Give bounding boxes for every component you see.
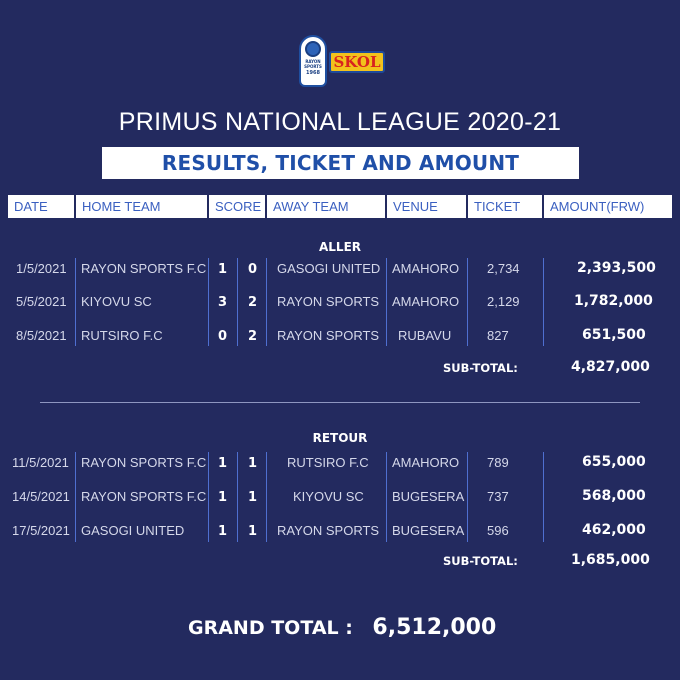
football-icon (305, 41, 321, 57)
sponsor-logos (299, 35, 385, 87)
cell-venue: BUGESERA (392, 523, 465, 538)
cell-amount: 1,782,000 (574, 293, 653, 309)
subtotal-label: SUB-TOTAL: (443, 361, 518, 375)
cell-amount: 2,393,500 (577, 260, 656, 276)
column-divider (75, 452, 76, 542)
section-divider (40, 402, 640, 403)
column-divider (237, 452, 238, 542)
cell-date: 11/5/2021 (12, 455, 69, 470)
column-divider (386, 258, 387, 346)
page-title: PRIMUS NATIONAL LEAGUE 2020-21 (118, 108, 562, 136)
cell-date: 1/5/2021 (16, 261, 67, 276)
column-divider (467, 452, 468, 542)
cell-date: 14/5/2021 (12, 489, 70, 504)
cell-away-team: RUTSIRO F.C (287, 455, 369, 470)
header-ticket: TICKET (468, 195, 542, 218)
cell-away-team: RAYON SPORTS (277, 523, 380, 538)
column-divider (75, 258, 76, 346)
cell-home-team: GASOGI UNITED (81, 523, 185, 538)
cell-venue: BUGESERA (392, 489, 465, 504)
cell-away-score: 1 (248, 456, 258, 471)
cell-home-team: RAYON SPORTS F.C (81, 455, 207, 470)
cell-home-score: 1 (218, 524, 228, 539)
grand-total-value: 6,512,000 (372, 615, 497, 640)
cell-venue: AMAHORO (392, 261, 460, 276)
badge-club-name: RAYON SPORTS (304, 59, 322, 69)
cell-home-score: 1 (218, 456, 228, 471)
cell-date: 8/5/2021 (16, 328, 67, 343)
cell-amount: 568,000 (582, 488, 646, 504)
cell-home-team: RAYON SPORTS F.C (81, 489, 207, 504)
cell-venue: AMAHORO (392, 455, 460, 470)
column-divider (237, 258, 238, 346)
cell-away-team: KIYOVU SC (293, 489, 364, 504)
column-divider (467, 258, 468, 346)
cell-home-score: 1 (218, 490, 228, 505)
subtotal-label: SUB-TOTAL: (443, 554, 518, 568)
grand-total (188, 615, 496, 640)
column-divider (266, 258, 267, 346)
column-divider (208, 452, 209, 542)
cell-away-score: 1 (248, 490, 258, 505)
cell-home-team: RAYON SPORTS F.C (81, 261, 207, 276)
cell-away-score: 0 (248, 262, 258, 277)
skol-logo (329, 51, 385, 73)
subtotal-value: 1,685,000 (571, 552, 650, 568)
cell-ticket: 827 (487, 328, 509, 343)
cell-ticket: 737 (487, 489, 509, 504)
column-divider (543, 452, 544, 542)
cell-away-score: 1 (248, 524, 258, 539)
cell-away-score: 2 (248, 329, 258, 344)
cell-home-score: 0 (218, 329, 228, 344)
header-date: DATE (8, 195, 74, 218)
cell-ticket: 789 (487, 455, 509, 470)
cell-amount: 655,000 (582, 454, 646, 470)
cell-ticket: 2,734 (487, 261, 520, 276)
section-label-aller: ALLER (318, 240, 362, 254)
header-score: SCORE (209, 195, 265, 218)
header-amount: AMOUNT(FRW) (544, 195, 672, 218)
column-divider (386, 452, 387, 542)
cell-away-team: RAYON SPORTS (277, 328, 380, 343)
cell-home-score: 3 (218, 295, 228, 310)
cell-away-score: 2 (248, 295, 258, 310)
subtotal-value: 4,827,000 (571, 359, 650, 375)
rayon-sports-badge-icon (299, 35, 327, 87)
cell-amount: 462,000 (582, 522, 646, 538)
cell-date: 17/5/2021 (12, 523, 70, 538)
results-banner (102, 147, 579, 179)
section-label-retour: RETOUR (312, 431, 368, 445)
badge-year: 1968 (306, 70, 320, 76)
cell-ticket: 2,129 (487, 294, 520, 309)
cell-home-team: KIYOVU SC (81, 294, 152, 309)
grand-total-label: GRAND TOTAL : (188, 617, 353, 639)
column-divider (266, 452, 267, 542)
skol-logo-text: SKOL (333, 53, 381, 71)
cell-home-score: 1 (218, 262, 228, 277)
cell-ticket: 596 (487, 523, 509, 538)
cell-date: 5/5/2021 (16, 294, 67, 309)
cell-amount: 651,500 (582, 327, 646, 343)
cell-away-team: RAYON SPORTS (277, 294, 380, 309)
cell-home-team: RUTSIRO F.C (81, 328, 163, 343)
column-divider (208, 258, 209, 346)
cell-venue: RUBAVU (398, 328, 452, 343)
header-venue: VENUE (387, 195, 466, 218)
cell-away-team: GASOGI UNITED (277, 261, 381, 276)
header-away-team: AWAY TEAM (267, 195, 385, 218)
column-divider (543, 258, 544, 346)
cell-venue: AMAHORO (392, 294, 460, 309)
banner-text: RESULTS, TICKET AND AMOUNT (161, 151, 520, 175)
header-home-team: HOME TEAM (76, 195, 207, 218)
